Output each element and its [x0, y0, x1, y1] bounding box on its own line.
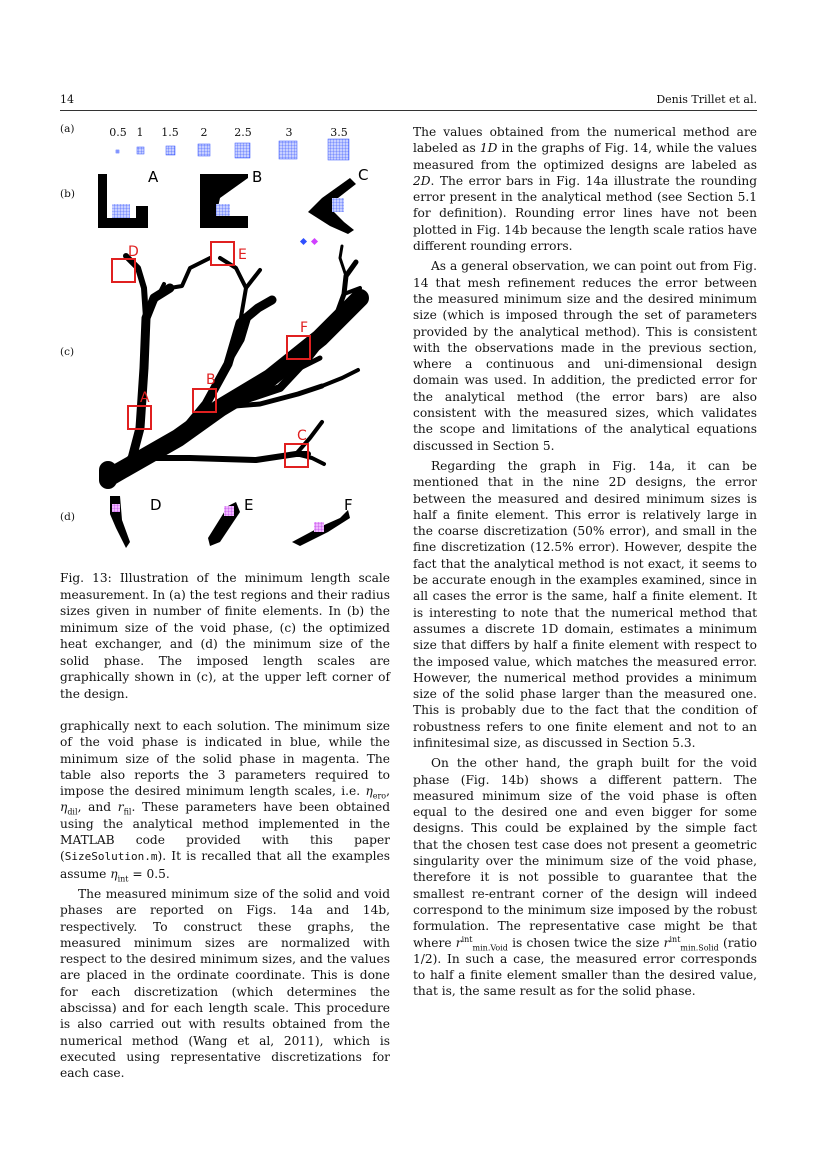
figure-graphic: [60, 118, 390, 558]
void-phase-c: [308, 166, 368, 234]
region-label-b: B: [206, 372, 216, 388]
region-label-e: E: [238, 247, 247, 263]
right-paragraph-4: On the other hand, the graph built for the void phase (Fig. 14b) shows a different pattern. The measured minimum size of the void phase is often equal to the desired one and even bigger for some designs. This could be explained by the simple fact that the chosen test case does not present a geometric singularity over the minimum size of the void phase, therefore it is not possible to guarantee that the smallest re-entrant corner of the design will indeed correspond to the minimum size imposed by the robust formulation. The representative case might be that where $r^{int}_{min.Void}$ is chosen twice the size $r^{int}_{min.Solid}$ (ratio 1/2). In such a case, the measured error corresponds to half a finite element smaller than the desired value, that is, the same result as for the solid phase.: [413, 756, 757, 999]
solid-phase-f: [292, 496, 353, 546]
panel-label-a: (a): [60, 123, 75, 135]
region-label-c: C: [297, 428, 307, 444]
figure-13: [60, 118, 390, 558]
test-region-2: [166, 146, 175, 155]
left-paragraph-1: graphically next to each solution. The minimum size of the void phase is indicated in blue, while the minimum size of the solid phase in magenta. The table also reports the 3 parameters required to impose the desired minimum length scales, i.e. $\eta_{ero}$, $\eta_{dil}$, and $r_{fil}$. These parameters have been obtained using the analytical method implemented in the MATLAB code provided with this paper (SizeSolution.m). It is recalled that all the examples assume $\eta_{int} = 0.5$.: [60, 719, 391, 884]
heat-exchanger-design: [108, 246, 360, 480]
radius-label-3: 2: [200, 126, 208, 139]
void-phase-a: [98, 168, 159, 228]
radius-label-2: 1.5: [161, 126, 179, 139]
void-phase-b: [200, 168, 262, 228]
left-paragraph-2: The measured minimum size of the solid and void phases are reported on Figs. 14a and 14b, respectively. To construct these graphs, the measured minimum sizes are normalized with respect to the desired minimum sizes, and the values are placed in the ordinate coordinate. This is done for each discretization (which determines the abscissa) and for each length scale. This procedure is also carried out with results obtained from the numerical method (Wang et al, 2011), which is executed using representative discretizations for each case.: [60, 886, 390, 1081]
panel-label-c: (c): [60, 346, 75, 358]
radius-label-6: 3.5: [330, 126, 348, 139]
panel-label-b: (b): [60, 188, 75, 200]
radius-label-1: 1: [136, 126, 144, 139]
panel-label-d: (d): [60, 511, 75, 523]
imposed-length-scales: [300, 238, 318, 245]
right-paragraph-1: The values obtained from the numerical method are labeled as 1D in the graphs of Fig. 14, while the values measured from the optimized designs are labeled as 2D. The error bars in Fig. 14a illustrate the rounding error present in the analytical method (see Section 5.1 for definition). Rounding error lines have not been plotted in Fig. 14b because the length scale ratios have different rounding errors.: [413, 125, 758, 254]
running-author: Denis Trillet et al.: [656, 93, 757, 106]
code-filename: SizeSolution.m: [64, 850, 158, 864]
radius-size-labels: [109, 126, 348, 139]
radius-label-5: 3: [285, 126, 293, 139]
test-region-3: [198, 144, 210, 156]
region-label-a: A: [140, 390, 150, 406]
test-region-6: [328, 139, 349, 160]
solid-label-e: E: [244, 496, 254, 514]
test-region-4: [235, 143, 250, 158]
test-regions: [116, 139, 349, 160]
region-label-d: D: [128, 244, 139, 260]
solid-label-d: D: [150, 496, 162, 514]
right-column: [413, 124, 757, 1000]
test-region-0: [116, 150, 119, 153]
void-label-b: B: [252, 168, 263, 186]
test-region-1: [137, 147, 144, 154]
solid-phase-d: [110, 496, 162, 548]
solid-phase-e: [208, 496, 253, 546]
void-label-c: C: [358, 166, 369, 184]
radius-label-4: 2.5: [234, 126, 252, 139]
void-label-a: A: [148, 168, 159, 186]
figure-caption: Fig. 13: Illustration of the minimum length scale measurement. In (a) the test regions and their radius sizes given in number of finite elements. In (b) the minimum size of the void phase, (c) the optimized heat exchanger, and (d) the minimum size of the solid phase. The imposed length scales are graphically shown in (c), at the upper left corner of the design.: [60, 571, 390, 701]
page-number: 14: [60, 93, 74, 106]
solid-label-f: F: [344, 496, 353, 514]
region-label-f: F: [300, 320, 309, 336]
left-column: [60, 718, 390, 1082]
test-region-5: [279, 141, 297, 159]
radius-label-0: 0.5: [109, 126, 127, 139]
header-rule: [60, 110, 757, 111]
right-paragraph-3: Regarding the graph in Fig. 14a, it can be mentioned that in the nine 2D designs, the error between the measured and desired minimum sizes is half a finite element. This error is relatively large in the coarse discretization (50% error), and small in the fine discretization (12.5% error). However, despite the fact that the analytical method is not exact, it seems to be accurate enough in the examples examined, since in all cases the error is the same, half a finite element. It is interesting to note that the numerical method that assumes a discrete 1D domain, estimates a minimum size that differs by half a finite element with respect to the imposed value, which matches the measured error. However, the numerical method provides a minimum size of the solid phase larger than the measured one. This is probably due to the fact that the condition of robustness refers to one finite element and not to an infinitesimal size, as discussed in Section 5.3.: [413, 458, 757, 750]
page-header: [60, 93, 757, 109]
right-paragraph-2: As a general observation, we can point out from Fig. 14 that mesh refinement reduces the error between the measured minimum size and the desired minimum size (which is imposed through the set of parameters provided by the analytical method). This is consistent with the observations made in the previous section, where a continuous and uni-dimensional design domain was used. In addition, the predicted error for the analytical method (the error bars) are also consistent with the measured sizes, which validates the scope and limitations of the analytical equations discussed in Section 5.: [413, 259, 757, 453]
